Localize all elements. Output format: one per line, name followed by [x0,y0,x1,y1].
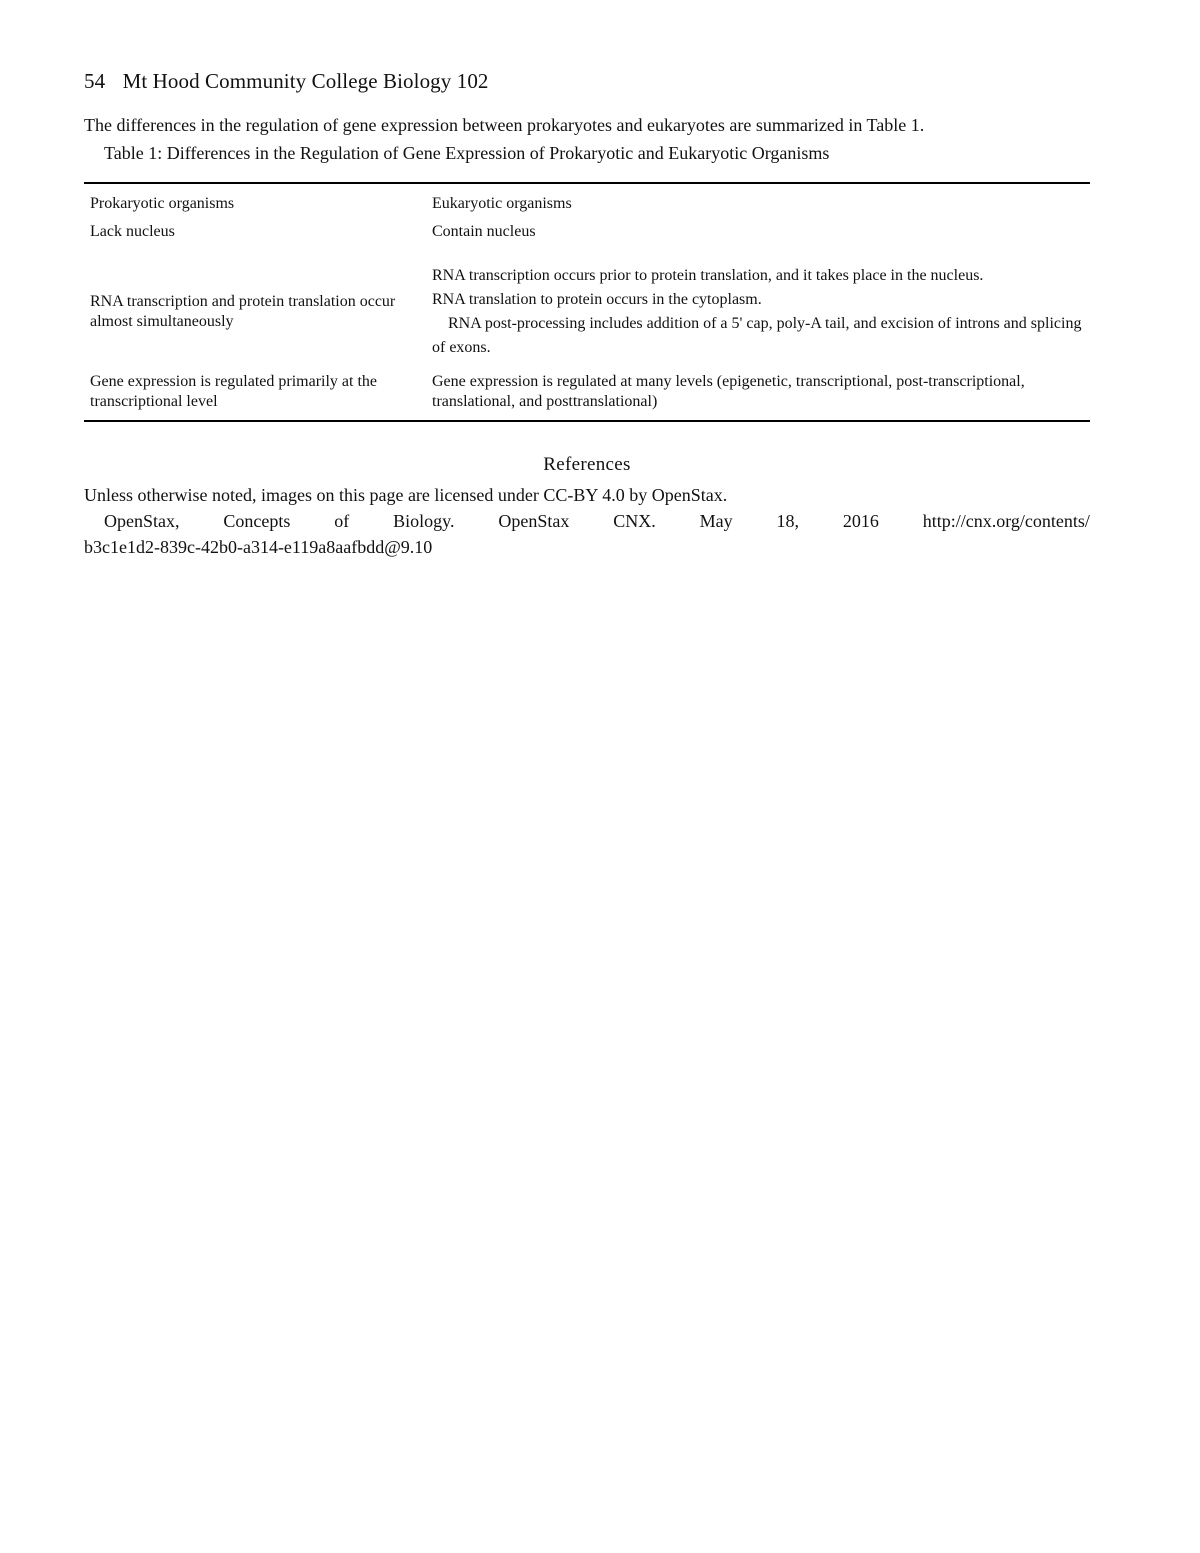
cell-prokaryotic: Lack nucleus [90,223,175,240]
citation-word: 2016 [842,511,879,531]
cell-prokaryotic: Gene expression is regulated primarily at the transcriptional level [90,373,378,410]
table-row [84,258,1090,366]
citation-link[interactable]: http://cnx.org/contents/ [922,511,1090,531]
citation-word: Biology. [393,511,455,531]
cell-line: RNA transcription occurs prior to protein translation, and it takes place in the nucleus. [432,267,984,284]
cell-eukaryotic [426,258,1090,366]
table-row [84,366,1090,421]
document-page [84,66,1090,560]
references-heading: References [543,454,631,475]
citation [84,508,1090,560]
intro-paragraph: The differences in the regulation of gene expression between prokaryotes and eukaryotes are summarized in Table 1. [84,115,925,135]
cell-eukaryotic: Gene expression is regulated at many levels (epigenetic, transcriptional, post-transcriptional, translational, and posttranslational) [432,373,1025,410]
cell-eukaryotic: Contain nucleus [432,223,536,240]
citation-word: CNX. [613,511,656,531]
citation-word: 18, [776,511,799,531]
page-number: 54 [84,69,106,93]
citation-word: OpenStax [498,511,570,531]
citation-line [84,508,1090,534]
citation-word: of [334,511,350,531]
license-note: Unless otherwise noted, images on this page are licensed under CC-BY 4.0 by OpenStax. [84,485,728,505]
cell-prokaryotic: RNA transcription and protein translation occur almost simultaneously [90,293,396,330]
column-header-eukaryotic: Eukaryotic organisms [432,194,572,212]
table-caption: Table 1: Differences in the Regulation of Gene Expression of Prokaryotic and Eukaryotic Organisms [104,143,830,163]
table-header-row [84,183,1090,220]
running-header [84,66,1090,96]
comparison-table [84,182,1090,422]
table-row [84,220,1090,258]
column-header-prokaryotic: Prokaryotic organisms [90,194,235,212]
cell-line-text: RNA post-processing includes addition of a 5' cap, poly-A tail, and excision of introns and splicing of exons. [432,315,1082,356]
cell-line [432,312,1084,360]
citation-word: OpenStax, [104,511,180,531]
citation-link-continuation[interactable]: b3c1e1d2-839c-42b0-a314-e119a8aafbdd@9.10 [84,537,433,557]
cell-line: RNA translation to protein occurs in the cytoplasm. [432,291,762,308]
running-title: Mt Hood Community College Biology 102 [122,69,489,93]
citation-word: Concepts [223,511,291,531]
citation-word: May [699,511,733,531]
